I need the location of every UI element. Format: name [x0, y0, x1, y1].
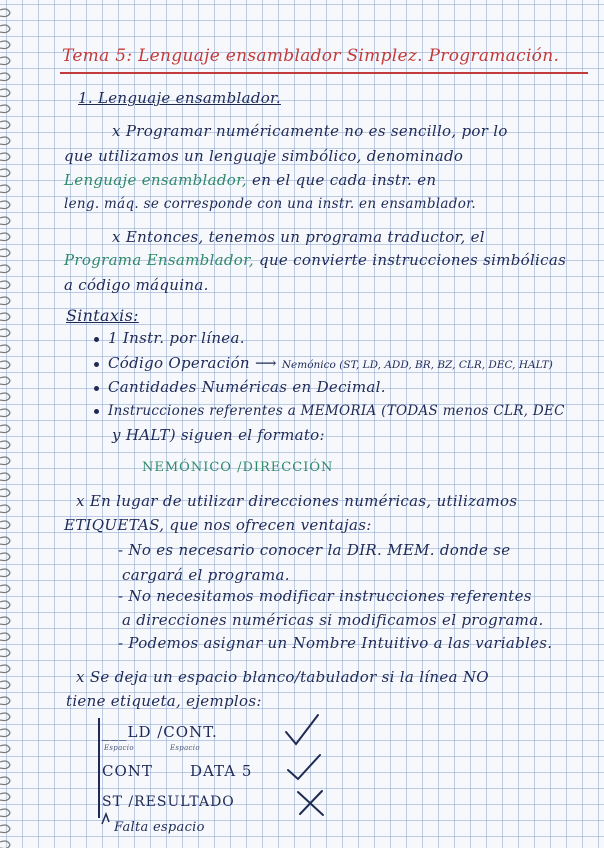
spiral-ring	[0, 201, 10, 209]
example-1-note-espacio-a: Espacio	[104, 744, 134, 752]
spiral-ring	[0, 89, 10, 97]
format-nemonico-direccion: NEMÓNICO /DIRECCIÓN	[142, 460, 334, 475]
sintaxis-heading: Sintaxis:	[66, 306, 139, 325]
bullet-dot	[94, 337, 99, 342]
spiral-ring	[0, 9, 10, 17]
spiral-ring	[0, 505, 10, 513]
example-2-label: CONT	[102, 762, 153, 780]
notebook-spiral-binding	[0, 0, 14, 848]
sintaxis-item-1: 1 Instr. por línea.	[94, 329, 245, 347]
spiral-ring	[0, 841, 10, 848]
spiral-ring	[0, 665, 10, 673]
spiral-ring	[0, 393, 10, 401]
etiquetas-line1: x En lugar de utilizar direcciones numéricas, utilizamos	[76, 492, 518, 510]
ventaja-2-line1: - No necesitamos modificar instrucciones referentes	[118, 587, 532, 605]
term-lenguaje-ensamblador: Lenguaje ensamblador,	[64, 171, 247, 189]
spiral-ring	[0, 297, 10, 305]
spiral-ring	[0, 681, 10, 689]
spiral-ring	[0, 617, 10, 625]
spiral-ring	[0, 25, 10, 33]
spiral-ring	[0, 281, 10, 289]
para2-line3: a código máquina.	[64, 276, 209, 294]
ventaja-1-line1: - No es necesario conocer la DIR. MEM. donde se	[118, 541, 511, 559]
spiral-ring	[0, 809, 10, 817]
spiral-ring	[0, 713, 10, 721]
spiral-ring	[0, 777, 10, 785]
spiral-ring	[0, 329, 10, 337]
spiral-ring	[0, 537, 10, 545]
spiral-ring	[0, 233, 10, 241]
example-1-code: ___LD /CONT.	[102, 723, 218, 741]
spiral-ring	[0, 73, 10, 81]
spiral-ring	[0, 249, 10, 257]
arrow-right-icon: ⟶	[254, 354, 277, 372]
term-programa-ensamblador: Programa Ensamblador,	[64, 251, 254, 269]
spiral-ring	[0, 553, 10, 561]
spiral-ring	[0, 425, 10, 433]
spiral-ring	[0, 633, 10, 641]
example-1-note-espacio-b: Espacio	[170, 744, 200, 752]
spiral-ring	[0, 601, 10, 609]
espacio-line1: x Se deja un espacio blanco/tabulador si la línea NO	[76, 668, 489, 686]
spiral-ring	[0, 57, 10, 65]
spiral-ring	[0, 489, 10, 497]
spiral-ring	[0, 41, 10, 49]
caret-pointer-icon	[100, 812, 114, 826]
sintaxis-item-4: Instrucciones referentes a MEMORIA (TODAS menos CLR, DEC	[94, 403, 565, 419]
cross-mark-icon	[294, 788, 328, 818]
para1-line3	[64, 171, 436, 189]
para1-line2: que utilizamos un lenguaje simbólico, denominado	[64, 147, 464, 165]
spiral-ring	[0, 265, 10, 273]
spiral-ring	[0, 745, 10, 753]
spiral-ring	[0, 345, 10, 353]
ventaja-3: - Podemos asignar un Nombre Intuitivo a las variables.	[118, 634, 553, 652]
bullet-dot	[94, 409, 99, 414]
spiral-ring	[0, 793, 10, 801]
para2-line1: x Entonces, tenemos un programa traductor, el	[112, 228, 485, 246]
para2-line2	[64, 251, 566, 269]
spiral-ring	[0, 185, 10, 193]
spiral-ring	[0, 121, 10, 129]
example-3-note: Falta espacio	[114, 820, 205, 835]
spiral-ring	[0, 649, 10, 657]
para1-line4: leng. máq. se corresponde con una instr. en ensamblador.	[64, 196, 477, 212]
spiral-ring	[0, 457, 10, 465]
spiral-ring	[0, 585, 10, 593]
spiral-ring	[0, 409, 10, 417]
title-underline	[60, 72, 588, 74]
spiral-ring	[0, 569, 10, 577]
spiral-ring	[0, 729, 10, 737]
spiral-ring	[0, 473, 10, 481]
spiral-ring	[0, 169, 10, 177]
ventaja-1-line2: cargará el programa.	[122, 566, 290, 584]
spiral-ring	[0, 825, 10, 833]
bullet-dot	[94, 386, 99, 391]
espacio-line2: tiene etiqueta, ejemplos:	[66, 692, 262, 710]
spiral-ring	[0, 217, 10, 225]
spiral-ring	[0, 521, 10, 529]
para1-line3-rest: en el que cada instr. en	[246, 171, 437, 189]
bullet-dot	[94, 362, 99, 367]
example-margin-line	[98, 718, 100, 818]
spiral-ring	[0, 313, 10, 321]
sintaxis-item-3: Cantidades Numéricas en Decimal.	[94, 378, 386, 396]
sintaxis-item-4-cont: y HALT) siguen el formato:	[112, 426, 325, 444]
sintaxis-item-2: Código Operación ⟶ Nemónico (ST, LD, ADD, BR, BZ, CLR, DEC, HALT)	[94, 354, 553, 372]
para2-line2-rest: que convierte instrucciones simbólicas	[253, 251, 567, 269]
check-mark-icon	[284, 752, 324, 782]
check-mark-icon	[282, 712, 322, 748]
spiral-ring	[0, 697, 10, 705]
example-3-code: ST /RESULTADO	[102, 794, 235, 810]
page-title: Tema 5: Lenguaje ensamblador Simplez. Programación.	[62, 46, 560, 66]
spiral-ring	[0, 137, 10, 145]
nemonico-list: Nemónico (ST, LD, ADD, BR, BZ, CLR, DEC, HALT)	[281, 359, 553, 371]
section-heading: 1. Lenguaje ensamblador.	[78, 89, 281, 107]
spiral-ring	[0, 441, 10, 449]
spiral-ring	[0, 105, 10, 113]
para1-line1: x Programar numéricamente no es sencillo, por lo	[112, 122, 508, 140]
spiral-ring	[0, 361, 10, 369]
spiral-ring	[0, 153, 10, 161]
ventaja-2-line2: a direcciones numéricas si modificamos el programa.	[122, 611, 544, 629]
spiral-ring	[0, 377, 10, 385]
spiral-ring	[0, 761, 10, 769]
example-2-code: DATA 5	[190, 762, 253, 780]
etiquetas-line2: ETIQUETAS, que nos ofrecen ventajas:	[64, 516, 372, 534]
